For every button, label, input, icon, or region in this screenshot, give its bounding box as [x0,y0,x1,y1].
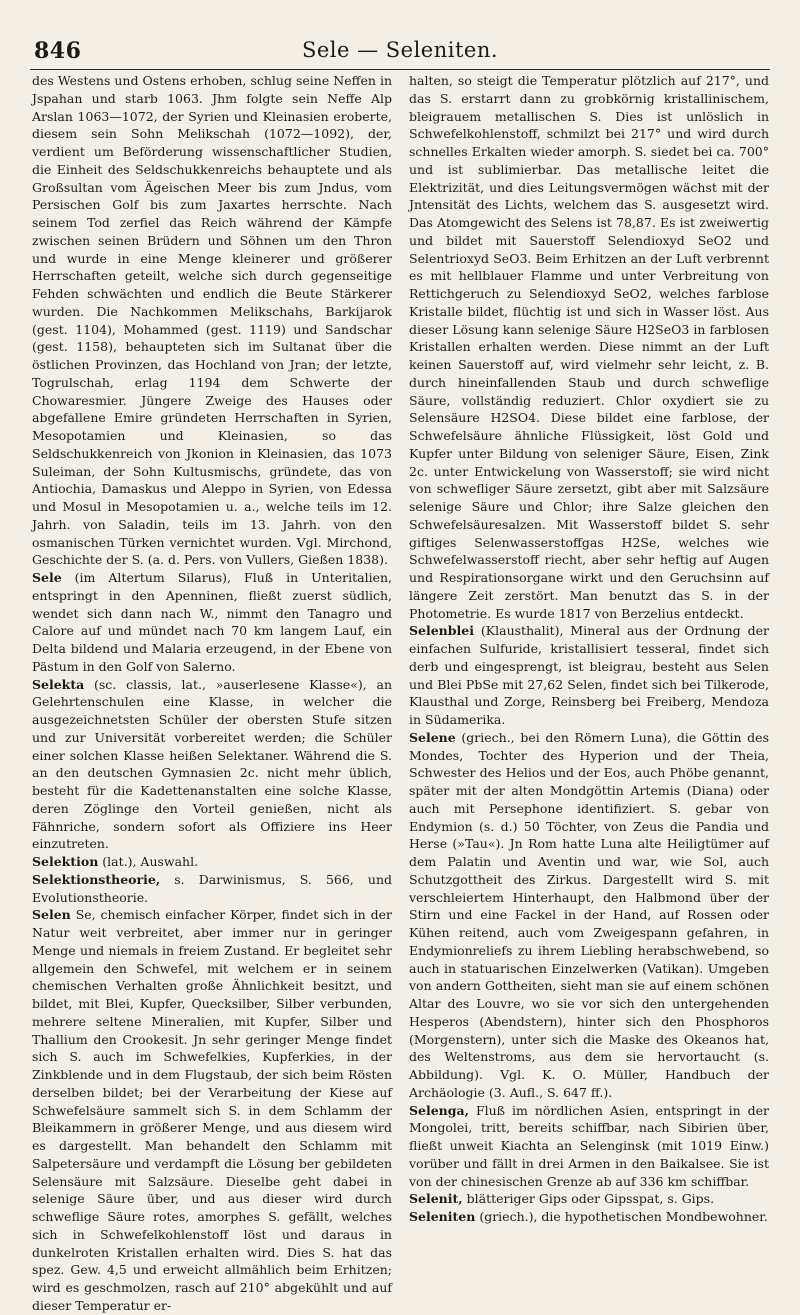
entry-paragraph: des Westens und Ostens erhoben, schlug seine Neffen in Jspahan und starb 1063. Jhm folgte sein Neffe Alp Arslan 1063—1072, der Syrien und Kleinasien eroberte, diesem sein Sohn Melikschah (1072—1092), der, verdient um Beförderung wissenschaftlicher Studien, die Einheit des Seldschukkenreichs behauptete und als Großsultan vom Ägeischen Meer bis zum Jndus, vom Persischen Golf bis zum Jaxartes herrschte. Nach seinem Tod zerfiel das Reich während der Kämpfe zwischen seinen Brüdern und Söhnen um den Thron und wurde in eine Menge kleinerer und größerer Herrschaften geteilt, welche sich durch gegenseitige Fehden schwächten und endlich die Beute Stärkerer wurden. Die Nachkommen Melikschahs, Barkijarok (gest. 1104), Mohammed (gest. 1119) und Sandschar (gest. 1158), behaupteten sich im Sultanat über die östlichen Provinzen, das Hochland von Jran; der letzte, Togrulschah, erlag 1194 dem Schwerte der Chowaresmier. Jüngere Zweige des Hauses oder abgefallene Emire gründeten Herrschaften in Syrien, Mesopotamien und Kleinasien, so das Seldschukkenreich von Jkonion in Kleinasien, das 1073 Suleiman, der Sohn Kultusmischs, gründete, das von Antiochia, Damaskus und Aleppo in Syrien, von Edessa und Mosul in Mesopotamien u. a., welche teils im 12. Jahrh. von Saladin, teils im 13. Jahrh. von den osmanischen Türken vernichtet wurden. Vgl. Mirchond, Geschichte der S. (a. d. Pers. von Vullers, Gießen 1838). [32,73,392,568]
entry-paragraph: Selektionstheorie, s. Darwinismus, S. 566, und Evolutionstheorie. [32,871,392,905]
entry-paragraph: Selenga, Fluß im nördlichen Asien, entspringt in der Mongolei, tritt, bereits schiffbar, nach Sibirien über, fließt unweit Kiachta an Selenginsk (mit 1019 Einw.) vorüber und fällt in drei Armen in den Baikalsee. Sie ist von der chinesischen Grenze ab auf 336 km schiffbar. [409,1102,769,1189]
entry-headword: Selenblei [409,623,474,639]
entry-headword: Selektionstheorie, [32,871,161,887]
entry-paragraph: Selenit, blätteriger Gips oder Gipsspat, s. Gips. [409,1191,715,1207]
header-rule [30,69,770,70]
left-column [32,72,392,1313]
entry-headword: Selenit, [409,1191,463,1207]
entry-headword: Selen [32,907,71,923]
entry-headword: Selekta [32,676,85,692]
entry-paragraph: halten, so steigt die Temperatur plötzlich auf 217°, und das S. erstarrt dann zu grobkörnig kristallinischem, bleigrauem metallischen S. Dies ist unlöslich in Schwefelkohlenstoff, schmilzt bei 217° und wird durch schnelles Erkalten wieder amorph. S. siedet bei ca. 700° und ist sublimierbar. Das metallische leitet die Elektrizität, und dies Leitungsvermögen wächst mit der Jntensität des Lichts, welchem das S. ausgesetzt wird. Das Atomgewicht des Selens ist 78,87. Es ist zweiwertig und bildet mit Sauerstoff Selendioxyd SeO2 und Selentrioxyd SeO3. Beim Erhitzen an der Luft verbrennt es mit hellblauer Flamme und unter Verbreitung von Rettichgeruch zu Selendioxyd SeO2, welches farblose Kristalle bildet, flüchtig ist und sich in Wasser löst. Aus dieser Lösung kann selenige Säure H2SeO3 in farblosen Kristallen erhalten werden. Diese nimmt an der Luft keinen Sauerstoff auf, wird vielmehr sehr leicht, z. B. durch hineinfallenden Staub und durch schweflige Säure, vollständig reduziert. Chlor oxydiert sie zu Selensäure H2SO4. Diese bildet eine farblose, der Schwefelsäure ähnliche Flüssigkeit, löst Gold und Kupfer unter Bildung von seleniger Säure, Eisen, Zink 2c. unter Entwickelung von Wasserstoff; sie wird nicht von schwefliger Säure zersetzt, gibt aber mit Salzsäure selenige Säure und Chlor; ihre Salze gleichen den Schwefelsäuresalzen. Mit Wasserstoff bildet S. sehr giftiges Selenwasserstoffgas H2Se, welches wie Schwefelwasserstoff riecht, aber sehr heftig auf Augen und Respirationsorgane wirkt und den Geruchsinn auf längere Zeit zerstört. Man benutzt das S. in der Photometrie. Es wurde 1817 von Berzelius entdeckt. [409,73,769,621]
running-title: Sele — Seleniten. [301,38,499,62]
entry-paragraph: Seleniten (griech.), die hypothetischen Mondbewohner. [409,1209,768,1224]
entry-headword: Seleniten [409,1209,476,1224]
entry-headword: Selenga, [409,1102,469,1118]
page-number: 846 [34,38,82,64]
right-column [409,72,769,1247]
entry-paragraph: Sele (im Altertum Silarus), Fluß in Unteritalien, entspringt in den Apenninen, fließt zuerst südlich, wendet sich dann nach W., nimmt den Tanagro und Calore auf und mündet nach 70 km langem Lauf, ein Delta bildend und Malaria erzeugend, in der Ebene von Pästum in den Golf von Salerno. [32,570,392,674]
entry-paragraph: Selen Se, chemisch einfacher Körper, findet sich in der Natur weit verbreitet, aber immer nur in geringer Menge und niemals in freiem Zustand. Er begleitet sehr allgemein den Schwefel, mit welchem er in seinem chemischen Verhalten große Ähnlichkeit besitzt, und bildet, mit Blei, Kupfer, Quecksilber, Silber verbunden, mehrere seltene Mineralien, mit Kupfer, Silber und Thallium den Crookesit. Jn sehr geringer Menge findet sich S. auch im Schwefelkies, Kupferkies, in der Zinkblende und in dem Flugstaub, der sich beim Rösten derselben bildet; bei der Verarbeitung der Kiese auf Schwefelsäure sammelt sich S. in dem Schlamm der Bleikammern in größerer Menge, und aus diesem wird es dargestellt. Man behandelt den Schlamm mit Salpetersäure und verdampft die Lösung ber gebildeten Selensäure mit Salzsäure. Dieselbe geht dabei in selenige Säure über, und aus dieser wird durch schweflige Säure rotes, amorphes S. gefällt, welches sich in Schwefelkohlenstoff löst und daraus in dunkelroten Kristallen erhalten wird. Dies S. hat das spez. Gew. 4,5 und erweicht allmählich beim Erhitzen; wird es geschmolzen, rasch auf 210° abgekühlt und auf dieser Temperatur er- [32,907,392,1313]
entry-headword: Sele [32,570,62,585]
entry-headword: Selene [409,729,456,745]
entry-paragraph: Selektion (lat.), Auswahl. [32,854,199,869]
page-header [30,38,770,68]
entry-paragraph: Selenblei (Klausthalit), Mineral aus der Ordnung der einfachen Sulfuride, kristallisiert tesseral, findet sich derb und eingesprengt, ist bleigrau, besteht aus Selen und Blei PbSe mit 27,62 Selen, findet sich bei Tilkerode, Klausthal und Zorge, Reinsberg bei Freiberg, Mendoza in Südamerika. [409,623,769,727]
entry-paragraph: Selekta (sc. classis, lat., »auserlesene Klasse«), an Gelehrtenschulen eine Klasse, in welcher die ausgezeichnetsten Schüler der obersten Stufe sitzen und zur Universität vorbereitet werden; die Schüler einer solchen Klasse heißen Selektaner. Während die S. an den deutschen Gymnasien 2c. nicht mehr üblich, besteht für die Kadettenanstalten eine solche Klasse, deren Zöglinge den Vorteil genießen, nicht als Fähnriche, sondern sofort als Offiziere ins Heer einzutreten. [32,676,392,852]
entry-headword: Selektion [32,854,99,869]
entry-paragraph: Selene (griech., bei den Römern Luna), die Göttin des Mondes, Tochter des Hyperion und der Theia, Schwester des Helios und der Eos, auch Phöbe genannt, später mit der alten Mondgöttin Artemis (Diana) oder auch mit Persephone identifiziert. S. gebar von Endymion (s. d.) 50 Töchter, von Zeus die Pandia und Herse (»Tau«). Jn Rom hatte Luna alte Heiligtümer auf dem Palatin und Aventin und war, wie Sol, auch Schutzgottheit des Zirkus. Dargestellt wird S. mit verschleiertem Hinterhaupt, den Halbmond über der Stirn und eine Fackel in der Hand, auf Rossen oder Kühen reitend, auch vom Zweigespann gefahren, in Endymionreliefs zu ihrem Liebling herabschwebend, so auch in statuarischen Einzelwerken (Vatikan). Umgeben von andern Gottheiten, sieht man sie auf einem schönen Altar des Louvre, wo sie vor sich den untergehenden Hesperos (Abendstern), hinter sich den Phosphoros (Morgenstern), unter sich die Maske des Okeanos hat, des Weltenstroms, aus dem sie hervortaucht (s. Abbildung). Vgl. K. O. Müller, Handbuch der Archäologie (3. Aufl., S. 647 ff.). [409,729,769,1100]
